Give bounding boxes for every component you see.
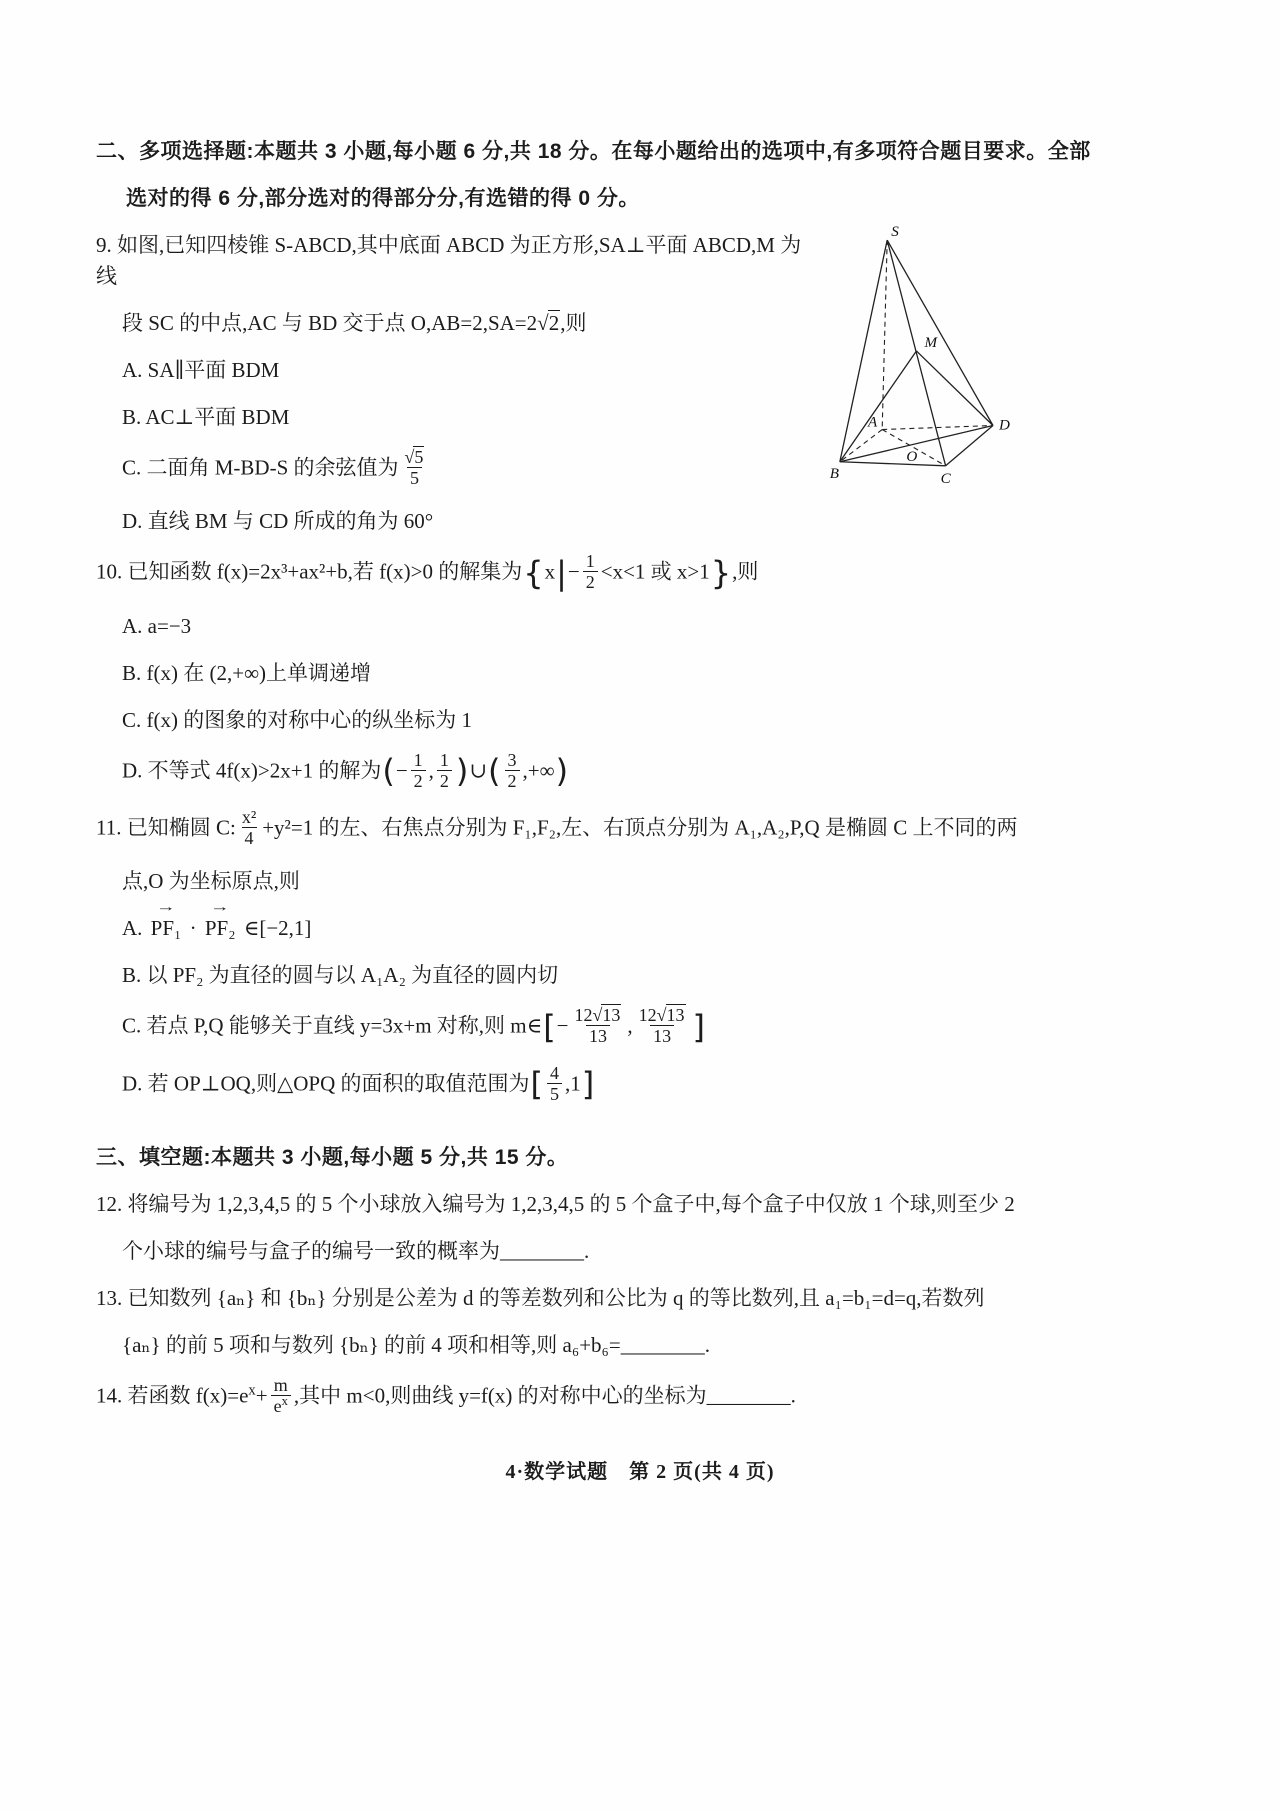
question-12-line2: 个小球的编号与盒子的编号一致的概率为________. — [122, 1238, 590, 1263]
vertex-label-d: D — [999, 417, 1010, 434]
question-9-stem-line1: 9. 如图,已知四棱锥 S-ABCD,其中底面 ABCD 为正方形,SA⊥平面 ABCD,M 为线 — [96, 233, 802, 288]
question-11-option-b: B. 以 PF₂ 为直径的圆与以 A₁A₂ 为直径的圆内切 — [122, 963, 559, 988]
question-13 — [96, 1283, 1114, 1361]
section-3-heading — [96, 1142, 1114, 1173]
question-10-option-a: A. a=−3 — [122, 613, 192, 638]
question-9-option-a: A. SA∥平面 BDM — [122, 358, 280, 382]
question-11-stem-line2: 点,O 为坐标原点,则 — [122, 869, 300, 894]
question-11-option-d: D. 若 OP⊥OQ,则△OPQ 的面积的取值范围为[ $\frac{4}{5}$ ,1] — [122, 1062, 595, 1104]
question-9-option-c: C. 二面角 M-BD-S 的余弦值为 $\frac{√5}{5}$ — [122, 447, 424, 489]
question-11-stem-line1: 11. 已知椭圆 C: $\frac{\text{x²}}{4}$ +y²=1 的左、右焦点分别为 F₁,F₂,左、右顶点分别为 A₁,A₂,P,Q 是椭圆 C 上不同的两 — [96, 806, 1018, 849]
question-12 — [96, 1189, 1114, 1267]
question-11-option-a: A. PF₁ → · PF₂ → ∈[−2,1] — [96, 913, 1114, 944]
vertex-label-a: A — [868, 414, 878, 431]
vertex-label-c: C — [940, 470, 951, 487]
question-10-option-b: B. f(x) 在 (2,+∞)上单调递增 — [122, 660, 372, 685]
pyramid-solid-edges — [840, 240, 993, 466]
question-10 — [96, 553, 1114, 793]
question-9-stem-line2: 段 SC 的中点,AC 与 BD 交于点 O,AB=2,SA=2√2,则 — [122, 311, 587, 335]
pyramid-labels — [830, 224, 1010, 487]
question-13-line2: {aₙ} 的前 5 项和与数列 {bₙ} 的前 4 项和相等,则 a₆+b₆=________. — [122, 1332, 710, 1357]
question-10-stem: 10. 已知函数 f(x)=2x³+ax²+b,若 f(x)>0 的解集为{x|− $\frac{1}{2}$ <x<1 或 x>1},则 — [96, 551, 759, 593]
vertex-label-s: S — [891, 224, 899, 241]
question-14-line1: 14. 若函数 $f(x)=e^x+$ $\frac{m}{e^x}$ ,其中 m<0,则曲线 y=f(x) 的对称中心的坐标为________. — [96, 1374, 796, 1417]
question-11 — [96, 806, 1114, 1106]
section-3-heading-line1: 三、填空题:本题共 3 小题,每小题 5 分,共 15 分。 — [96, 1145, 569, 1169]
question-10-option-c: C. f(x) 的图象的对称中心的纵坐标为 1 — [122, 707, 472, 732]
pyramid-svg — [828, 222, 1028, 492]
question-12-line1: 12. 将编号为 1,2,3,4,5 的 5 个小球放入编号为 1,2,3,4,5 的 5 个盒子中,每个盒子中仅放 1 个球,则至少 2 — [96, 1191, 1015, 1216]
page-footer: 4·数学试题 第 2 页(共 4 页) — [505, 1461, 775, 1483]
section-2-heading — [96, 136, 1114, 214]
vertex-label-b: B — [829, 465, 840, 482]
question-9-option-d: D. 直线 BM 与 CD 所成的角为 60° — [122, 509, 434, 534]
vertex-label-m: M — [924, 334, 938, 351]
section-2-heading-line1: 二、多项选择题:本题共 3 小题,每小题 6 分,共 18 分。在每小题给出的选项中,有多项符合题目要求。全部 — [96, 140, 1091, 163]
pyramid-figure — [828, 222, 1028, 492]
vertex-label-o: O — [906, 448, 918, 465]
question-9 — [96, 230, 811, 537]
section-2-heading-line2: 选对的得 6 分,部分选对的得部分分,有选错的得 0 分。 — [126, 187, 640, 210]
question-14 — [96, 1374, 1114, 1418]
question-9-option-b: B. AC⊥平面 BDM — [122, 405, 290, 429]
question-10-option-d: D. 不等式 4f(x)>2x+1 的解为(− $\frac{1}{2}$ , $\frac{1}{2}$ )∪( $\frac{3}{2}$ ,+∞) — [122, 749, 569, 791]
question-11-option-c: C. 若点 P,Q 能够关于直线 y=3x+m 对称,则 m∈[− $\frac{12√13}{13}$ , $\frac{12√13}{13}$ ] — [122, 1005, 706, 1047]
question-13-line1: 13. 已知数列 {aₙ} 和 {bₙ} 分别是公差为 d 的等差数列和公比为 q 的等比数列,且 a₁=b₁=d=q,若数列 — [96, 1285, 985, 1310]
